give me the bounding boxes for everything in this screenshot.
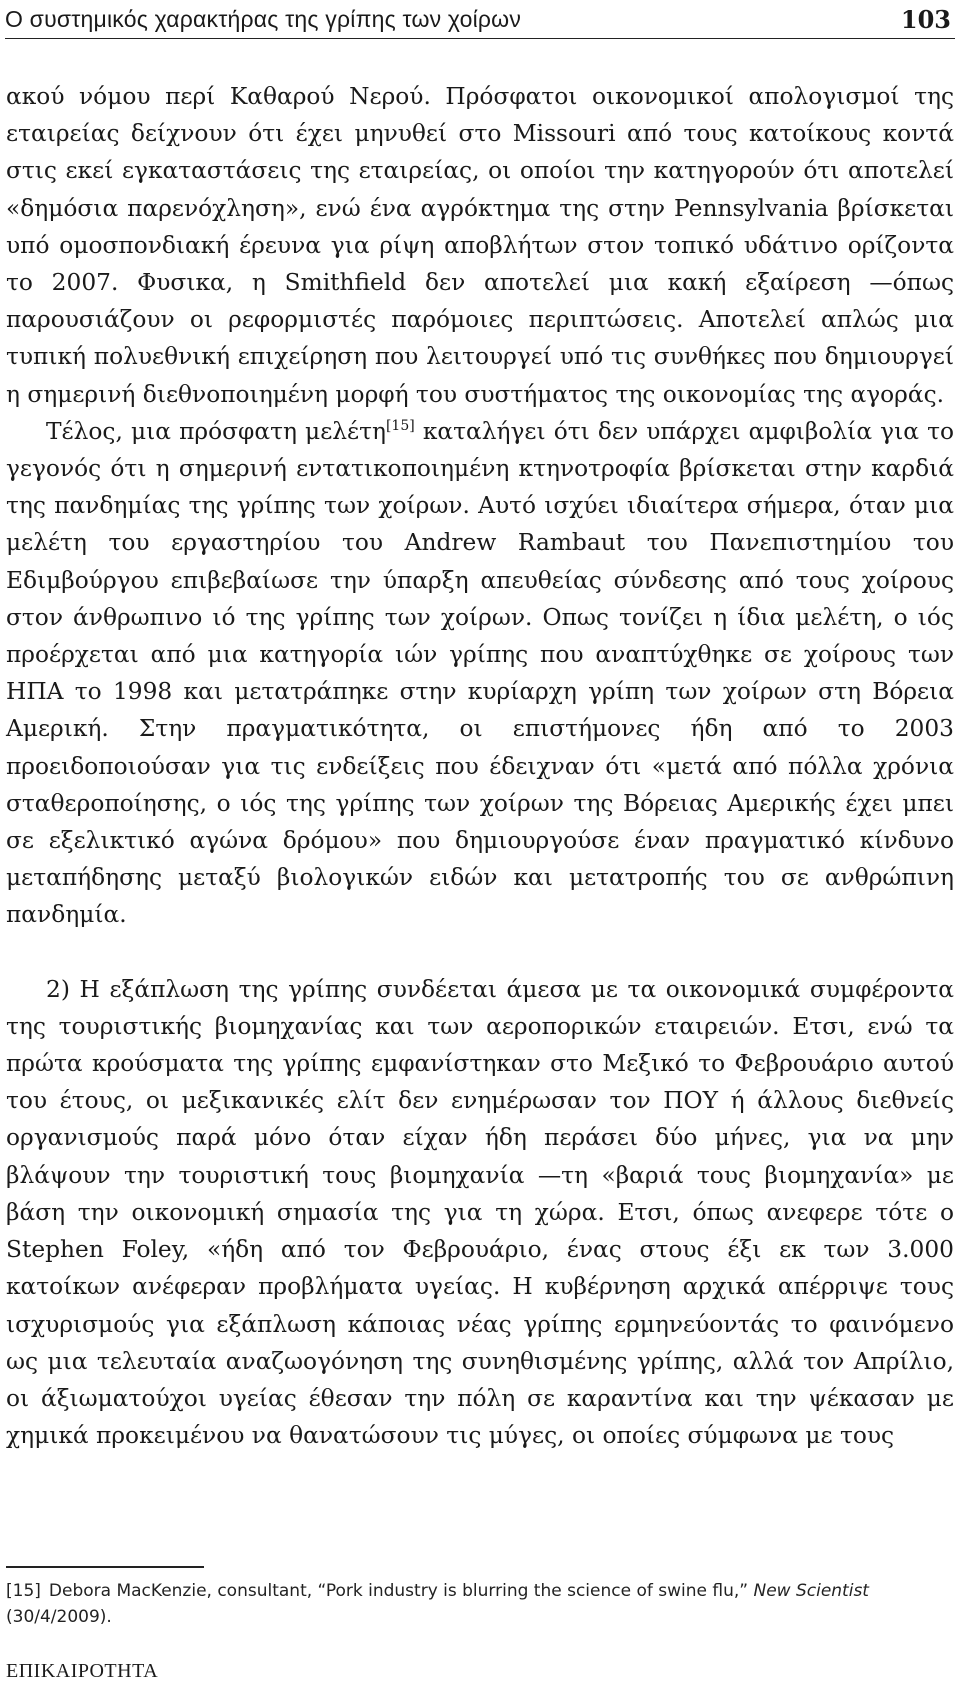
- chapter-title: Ο συστημικός χαρακτήρας της γρίπης των χοίρων: [5, 5, 522, 32]
- footnote-citation: Debora MacKenzie, consultant, “Pork industry is blurring the science of swine flu,”: [48, 1581, 749, 1601]
- paragraph-2: [6, 413, 954, 934]
- paragraph-2-text-end: καταλήγει ότι δεν υπάρχει αμφιβολία για το γεγονός ότι η σημερινή εντατικοποιημένη κτηνοτροφία βρίσκεται στην καρδιά της πανδημίας της γρίπης των χοίρων. Αυτό ισχύει ιδιαίτερα σήμερα, όταν μια μελέτη του εργαστηρίου του Andrew Rambaut του Πανεπιστημίου του Εδιμβούργου επιβεβαίωσε την ύπαρξη απευθείας σύνδεσης από τους χοίρους στον άνθρωπινο ιό της γρίπης των χοίρων. Oπως τονίζει η ίδια μελέτη, ο ιός προέρχεται από μια κατηγορία ιών γρίπης που αναπτύχθηκε σε χοίρους των ΗΠΑ το 1998 και μετατράπηκε στην κυρίαρχη γρίπη των χοίρων στη Βόρεια Αμερική. Στην πραγματικότητα, οι επιστήμονες ήδη από το 2003 προειδοποιούσαν για τις ενδείξεις που έδειχναν ότι «μετά από πόλλα χρόνια σταθεροποίησης, ο ιός της γρίπης των χοίρων της Βόρειας Αμερικής έχει μπει σε εξελικτικό αγώνα δρόμου» που δημιουργούσε έναν πραγματικό κίνδυνο μεταπήδησης μεταξύ βιολογικών ειδών και μετατροπής του σε ανθρώπινη πανδημία.: [6, 417, 954, 929]
- paragraph-3: 2) Η εξάπλωση της γρίπης συνδέεται άμεσα με τα οικονομικά συμφέροντα της τουριστικής βιομηχανίας και των αεροπορικών εταιρειών. Ετσι, ενώ τα πρώτα κρούσματα της γρίπης εμφανίστηκαν στο Μεξικό το Φεβρουάριο αυτού του έτους, οι μεξικανικές ελίτ δεν ενημέρωσαν τον ΠΟΥ ή άλλους διεθνείς οργανισμούς παρά μόνο όταν είχαν ήδη περάσει δύο μήνες, για να μην βλάψουν την τουριστική τους βιομηχανία —τη «βαριά τους βιομηχανία» με βάση την οικονομική σημασία της για τη χώρα. Ετσι, όπως ανεφερε τότε ο Stephen Foley, «ήδη από τον Φεβρουάριο, ένας στους έξι εκ των 3.000 κατοίκων ανέφεραν προβλήματα υγείας. Η κυβέρνηση αρχικά απέρριψε τους ισχυρισμούς για εξάπλωση κάποιας νέας γρίπης ερμηνεύοντάς το φαινόμενο ως μια τελευταία αναζωογόνηση της συνηθισμένης γρίπης, αλλά τον Απρίλιο, οι άξιωματούχοι υγείας έθεσαν την πόλη σε καραντίνα και την ψέκασαν με χημικά προκειμένου να θανατώσουν τις μύγες, οι οποίες σύμφωνα με τους: [6, 975, 954, 1450]
- footnote-15: [6, 1578, 954, 1630]
- running-footer: ΕΠΙΚΑΙΡΟΤΗΤΑ: [6, 1660, 159, 1682]
- running-header: [5, 0, 955, 39]
- paragraph-2-text-start: Τέλος, μια πρόσφατη μελέτη: [46, 417, 386, 445]
- footnote-date: (30/4/2009).: [6, 1607, 112, 1627]
- footnote-label: [15]: [6, 1581, 41, 1601]
- footnote-source: New Scientist: [753, 1581, 869, 1601]
- body-text: [6, 78, 954, 1454]
- footnote-divider: [6, 1566, 204, 1568]
- footnote-reference-15[interactable]: [15]: [385, 418, 415, 435]
- page-number: 103: [900, 4, 951, 34]
- paragraph-1: ακού νόμου περί Καθαρού Νερού. Πρόσφατοι οικονομικοί απολογισμοί της εταιρείας δείχνουν ότι έχει μηνυθεί στο Missouri από τους κατοίκους κοντά στις εκεί εγκαταστάσεις της εταιρείας, οι οποίοι την κατηγορούν ότι αποτελεί «δημόσια παρενόχληση», ενώ ένα αγρόκτημα της στην Pennsylvania βρίσκεται υπό ομοσπονδιακή έρευνα για ρίψη αποβλήτων στον τοπικό υδάτινο ορίζοντα το 2007. Φυσικα, η Smithfield δεν αποτελεί μια κακή εξαίρεση —όπως παρουσιάζουν οι ρεφορμιστές παρόμοιες περιπτώσεις. Αποτελεί απλώς μια τυπική πολυεθνική επιχείρηση που λειτουργεί υπό τις συνθήκες που δημιουργεί η σημερινή διεθνοποιημένη μορφή του συστήματος της οικονομίας της αγοράς.: [6, 83, 954, 408]
